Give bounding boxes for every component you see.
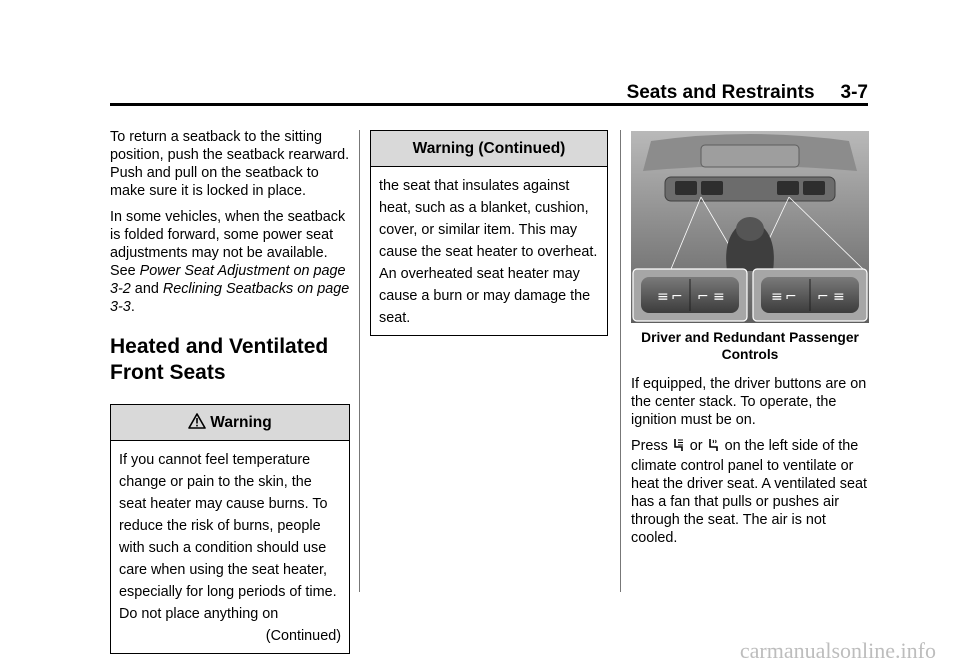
column-middle bbox=[370, 130, 608, 336]
paragraph-driver-buttons: If equipped, the driver buttons are on the center stack. To operate, the ignition must be on. bbox=[631, 376, 867, 428]
text-span: on the left side of the climate control panel to ventilate or heat the driver seat. A ventilated seat has a fan that pulls or pushes air through the seat. The air is not cooled. bbox=[631, 438, 867, 546]
svg-text:≡: ≡ bbox=[771, 289, 783, 305]
svg-text:≡: ≡ bbox=[657, 289, 669, 305]
seat-controls-photo bbox=[631, 131, 869, 323]
link-reclining[interactable]: Reclining Seatbacks on page 3-3 bbox=[110, 281, 350, 315]
text-span: and bbox=[130, 281, 163, 297]
warning-body bbox=[111, 441, 349, 653]
page-number: 3-7 bbox=[840, 82, 868, 103]
svg-text:⌐: ⌐ bbox=[817, 289, 829, 305]
continued-label: (Continued) bbox=[265, 628, 341, 644]
text-span: In some vehicles, when the seatback is folded forward, some power seat adjustments may not be available. See bbox=[110, 209, 346, 279]
warning-text: the seat that insulates against heat, such as a blanket, cushion, cover, or similar item. This may cause the seat heater to overheat. An overheated seat heater may cause a burn or may damage the seat. bbox=[379, 178, 598, 326]
paragraph-power-seat bbox=[110, 208, 350, 316]
column-divider bbox=[359, 130, 360, 592]
svg-text:≡: ≡ bbox=[833, 289, 845, 305]
paragraph-operate bbox=[631, 437, 869, 547]
paragraph-seatback: To return a seatback to the sitting position, push the seatback rearward. Push and pull on the seatback to make sure it is locked in place. bbox=[110, 129, 350, 199]
link-power-seat[interactable]: Power Seat Adjustment on page 3-2 bbox=[110, 263, 346, 297]
warning-box-continued bbox=[370, 130, 608, 336]
svg-text:≡: ≡ bbox=[713, 289, 725, 305]
ventilated-seat-icon bbox=[673, 438, 685, 457]
heated-seat-icon bbox=[708, 438, 720, 457]
warning-box bbox=[110, 404, 350, 654]
section-heading: Heated and Ventilated Front Seats bbox=[110, 335, 329, 384]
svg-text:⌐: ⌐ bbox=[785, 289, 797, 305]
warning-triangle-icon bbox=[188, 407, 206, 442]
text-span: . bbox=[130, 299, 135, 315]
column-left bbox=[110, 128, 350, 654]
column-right bbox=[631, 131, 869, 555]
figure-caption: Driver and Redundant Passenger Controls bbox=[641, 330, 859, 362]
svg-text:⌐: ⌐ bbox=[697, 289, 709, 305]
column-divider bbox=[620, 130, 621, 592]
text-span: or bbox=[685, 438, 707, 454]
warning-title: Warning bbox=[210, 414, 272, 431]
warning-text: If you cannot feel temperature change or pain to the skin, the seat heater may cause burns. To reduce the risk of burns, people with such a condition should use care when using the seat heater, especially for long periods of time. Do not place anything on bbox=[119, 452, 337, 622]
warning-body bbox=[371, 167, 607, 335]
warning-header bbox=[111, 405, 349, 441]
warning-header: Warning (Continued) bbox=[371, 131, 607, 167]
page-header bbox=[110, 82, 868, 104]
svg-text:⌐: ⌐ bbox=[671, 289, 683, 305]
watermark: carmanualsonline.info bbox=[739, 638, 936, 663]
text-span: Press bbox=[631, 438, 672, 454]
header-rule bbox=[110, 103, 868, 106]
section-title: Seats and Restraints bbox=[626, 82, 815, 103]
